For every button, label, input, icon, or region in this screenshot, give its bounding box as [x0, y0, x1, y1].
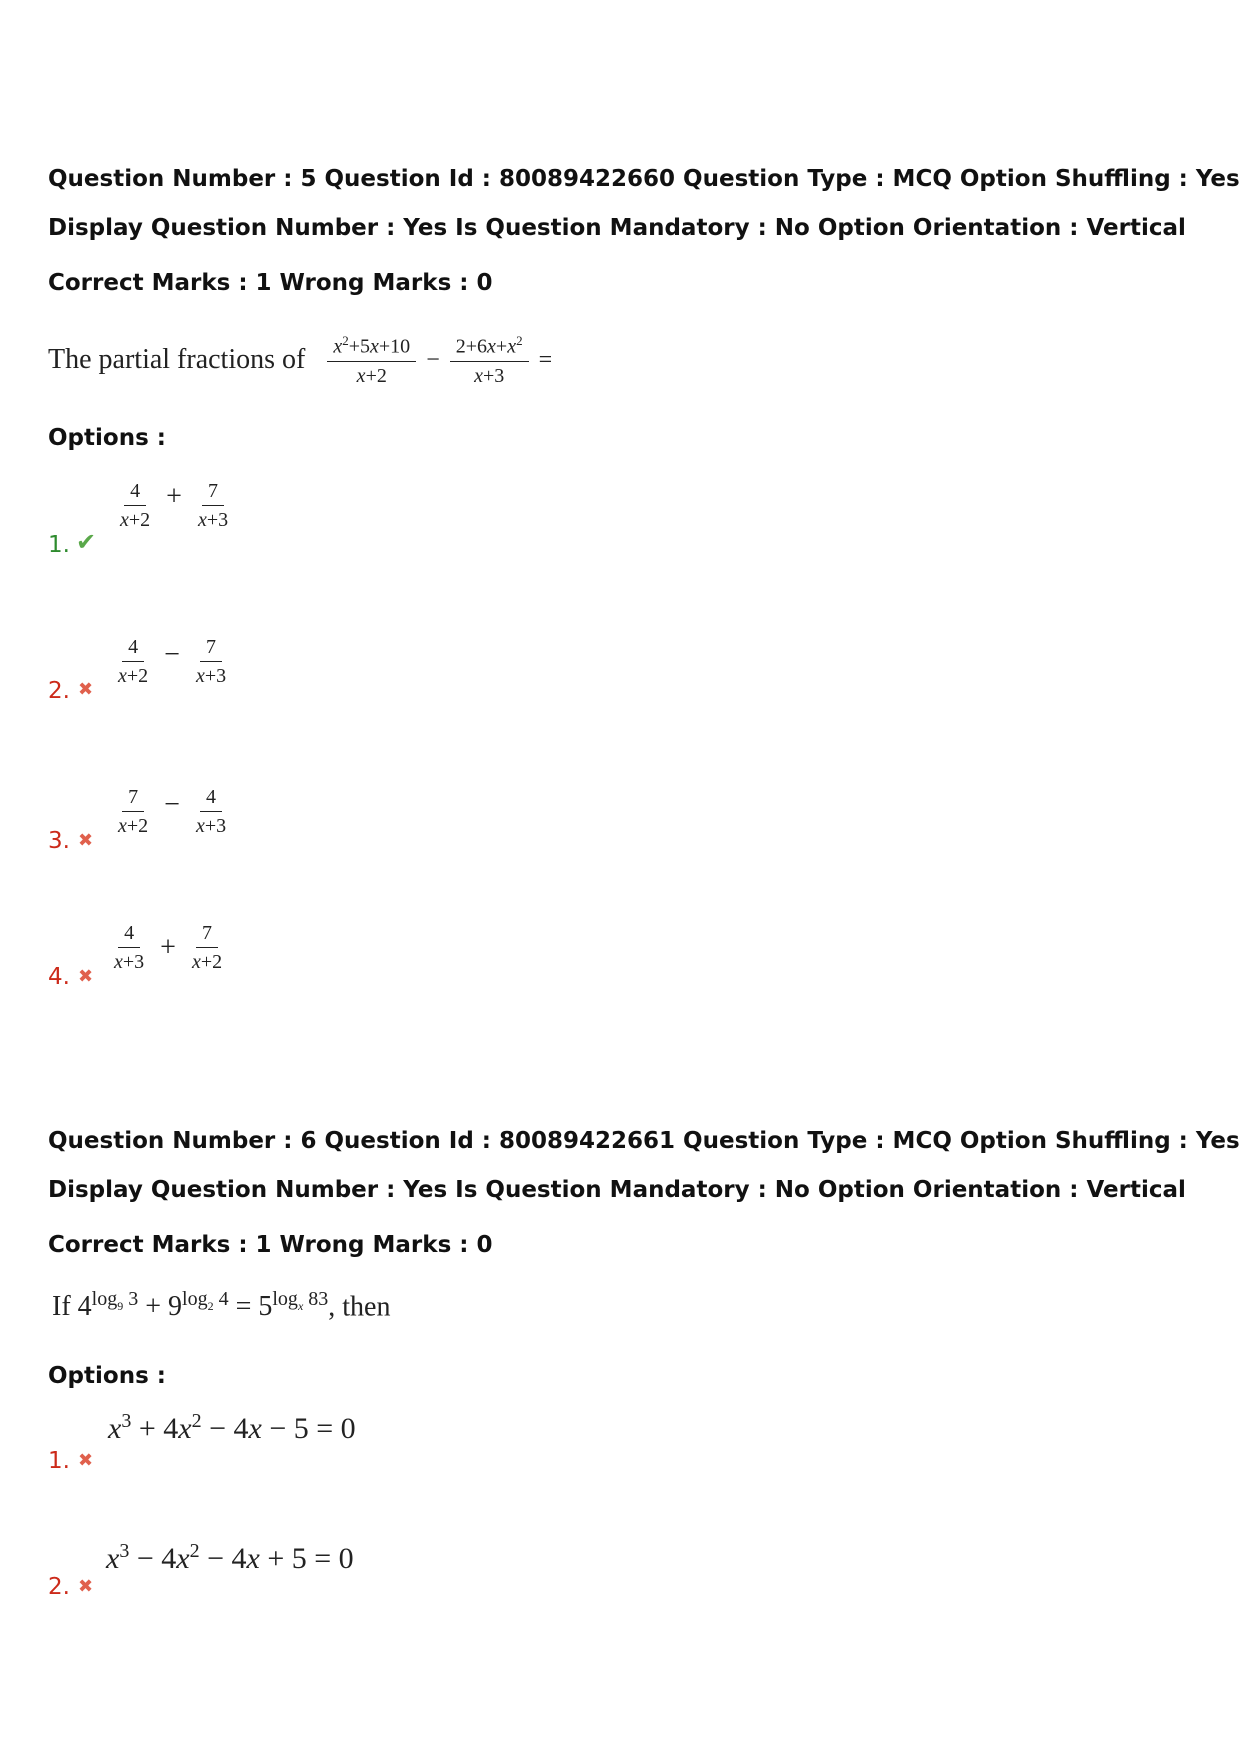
option-number: 2. [48, 678, 70, 704]
q6-options-label: Options : [48, 1363, 166, 1389]
option-number: 2. [48, 1574, 70, 1600]
q6-question-text [52, 1288, 390, 1323]
option-number: 1. [48, 1448, 70, 1474]
option-number: 4. [48, 964, 70, 990]
q6-question-suffix: , then [328, 1291, 391, 1323]
check-icon: ✔ [76, 528, 97, 556]
q5-meta-line3: Correct Marks : 1 Wrong Marks : 0 [48, 270, 493, 296]
option-expression: $\frac{4}{x+2}$ + $\frac{7}{x+3}$ [120, 480, 229, 531]
q6-meta-line1: Question Number : 6 Question Id : 80089422661 Question Type : MCQ Option Shuffling : Yes [48, 1128, 1240, 1154]
q5-meta-line2: Display Question Number : Yes Is Question Mandatory : No Option Orientation : Vertical [48, 215, 1186, 241]
q6-option-2[interactable] [48, 1540, 448, 1620]
option-number: 1. [48, 532, 70, 558]
q6-meta-line3: Correct Marks : 1 Wrong Marks : 0 [48, 1232, 493, 1258]
option-expression: $\frac{7}{x+2}$ − $\frac{4}{x+3}$ [118, 786, 227, 837]
q6-meta-line2: Display Question Number : Yes Is Question Mandatory : No Option Orientation : Vertical [48, 1177, 1186, 1203]
option-equation: $x^3 - 4x^2 - 4x + 5 = 0$ [106, 1540, 354, 1575]
q5-option-1[interactable] [48, 480, 348, 560]
q5-meta-line1: Question Number : 5 Question Id : 80089422660 Question Type : MCQ Option Shuffling : Yes [48, 166, 1240, 192]
q5-option-3[interactable] [48, 786, 348, 866]
q6-option-1[interactable] [48, 1410, 448, 1490]
cross-icon: ✖ [78, 830, 94, 851]
cross-icon: ✖ [78, 679, 94, 700]
option-expression: $\frac{4}{x+2}$ − $\frac{7}{x+3}$ [118, 636, 227, 687]
q6-question-expression: If $4^{log_9 3} + 9^{log_2 4} = 5^{log_x 83}$ [52, 1288, 329, 1323]
cross-icon: ✖ [78, 1576, 94, 1597]
q5-option-4[interactable] [48, 922, 348, 1002]
q5-question-expression: $\frac{x^2+5x+10}{x+2}$ − $\frac{2+6x+x^2}{x+3}$ = [323, 334, 558, 387]
q5-question-text [48, 334, 558, 387]
cross-icon: ✖ [78, 1450, 94, 1471]
option-expression: $\frac{4}{x+3}$ + $\frac{7}{x+2}$ [114, 922, 223, 973]
cross-icon: ✖ [78, 966, 94, 987]
option-number: 3. [48, 828, 70, 854]
option-equation: $x^3 + 4x^2 - 4x - 5 = 0$ [108, 1410, 356, 1445]
q5-option-2[interactable] [48, 636, 348, 716]
q5-options-label: Options : [48, 425, 166, 451]
q5-question-prefix: The partial fractions of [48, 344, 306, 376]
